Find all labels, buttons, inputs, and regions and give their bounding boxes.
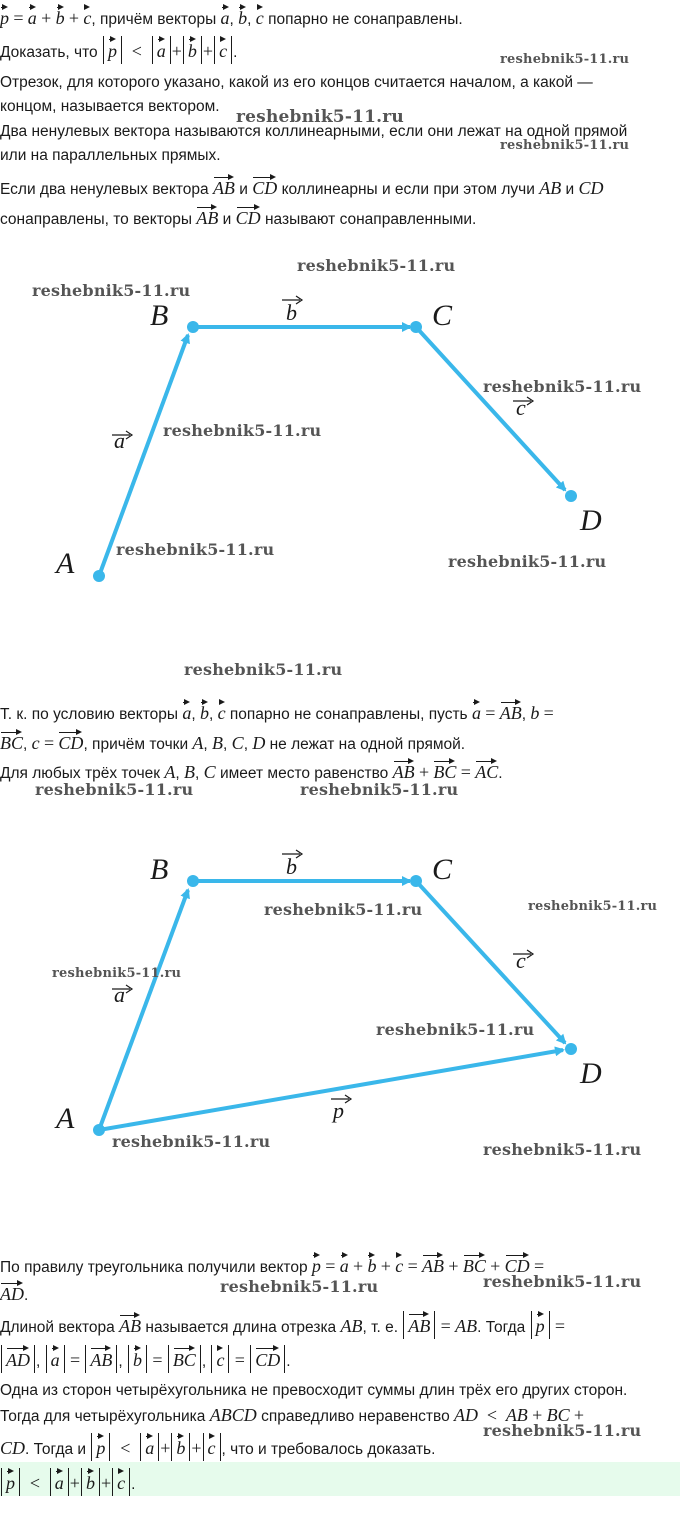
point-c [410, 321, 422, 333]
watermark: reshebnik5-11.ru [376, 1020, 535, 1039]
point-d [565, 1043, 577, 1055]
point-d [565, 490, 577, 502]
label-point-a: A [56, 1102, 75, 1135]
vector-p [99, 1050, 563, 1130]
watermark: reshebnik5-11.ru [35, 780, 194, 799]
watermark: reshebnik5-11.ru [32, 281, 191, 300]
problem-statement-line1: p = a + b + c, причём векторы a, b, c попарно не сонаправлены. [0, 4, 463, 30]
def-collinear-line1: Два ненулевых вектора называются коллинеарными, если они лежат на одной прямой [0, 123, 628, 140]
watermark: reshebnik5-11.ru [500, 52, 630, 67]
watermark: reshebnik5-11.ru [116, 540, 275, 559]
point-a [93, 1124, 105, 1136]
watermark: reshebnik5-11.ru [297, 256, 456, 275]
def-vector-line2: концом, называется вектором. [0, 98, 220, 115]
length-def-line1: Длиной вектора AB называется длина отрезка AB, т. е. AB = AB. Тогда p = [0, 1311, 565, 1339]
def-codirected-line2: сонаправлены, то векторы AB и CD называют сонаправленными. [0, 204, 476, 230]
watermark: reshebnik5-11.ru [112, 1132, 271, 1151]
watermark: reshebnik5-11.ru [300, 780, 459, 799]
watermark: reshebnik5-11.ru [483, 1140, 642, 1159]
label-point-c: C [432, 853, 453, 886]
watermark: reshebnik5-11.ru [163, 421, 322, 440]
label-point-a: A [56, 547, 75, 580]
vector-a [99, 890, 188, 1130]
watermark: reshebnik5-11.ru [483, 377, 642, 396]
label-vector-b: b [286, 854, 297, 879]
watermark: reshebnik5-11.ru [220, 1277, 379, 1296]
watermark: reshebnik5-11.ru [528, 899, 658, 914]
solution-line3: Для любых трёх точек A, B, C имеет место равенство AB + BC = AC. [0, 758, 503, 784]
watermark: reshebnik5-11.ru [236, 107, 404, 127]
solution-line1: Т. к. по условию векторы a, b, c попарно не сонаправлены, пусть a = AB, b = [0, 699, 554, 725]
label-vector-c: c [516, 395, 526, 420]
point-b [187, 321, 199, 333]
label-point-d: D [580, 504, 602, 537]
label-point-d: D [580, 1057, 602, 1090]
label-vector-b: b [286, 300, 297, 325]
label-vector-p: p [333, 1098, 344, 1123]
watermark: reshebnik5-11.ru [184, 660, 343, 679]
solution-line2: BC, c = CD, причём точки A, B, C, D не лежат на одной прямой. [0, 729, 465, 755]
answer-line: p < a + b + c . [0, 1468, 135, 1496]
def-collinear-line2: или на параллельных прямых. [0, 147, 221, 164]
watermark: reshebnik5-11.ru [264, 900, 423, 919]
def-codirected-line1: Если два ненулевых вектора AB и CD коллинеарны и если при этом лучи AB и CD [0, 174, 604, 200]
problem-statement-line2: Доказать, что p < a + b + c . [0, 36, 237, 64]
triangle-rule-line1: По правилу треугольника получили вектор p = a + b + c = AB + BC + CD = [0, 1252, 544, 1278]
watermark: reshebnik5-11.ru [500, 138, 630, 153]
def-vector-line1: Отрезок, для которого указано, какой из его концов считается началом, а какой — [0, 74, 593, 91]
watermark: reshebnik5-11.ru [483, 1272, 642, 1291]
point-a [93, 570, 105, 582]
vector-c [416, 327, 565, 490]
point-c [410, 875, 422, 887]
watermark: reshebnik5-11.ru [448, 552, 607, 571]
label-vector-c: c [516, 948, 526, 973]
length-def-line2: AD , a = AB , b = BC , c = CD . [0, 1345, 291, 1373]
label-point-b: B [150, 853, 169, 886]
label-point-c: C [432, 299, 453, 332]
quad-line3: CD. Тогда и p < a + b + c , что и требовалось доказать. [0, 1433, 435, 1461]
quad-line1: Одна из сторон четырёхугольника не превосходит суммы длин трёх его других сторон. [0, 1382, 628, 1399]
watermark: reshebnik5-11.ru [483, 1421, 642, 1440]
label-vector-a: a [114, 428, 125, 453]
watermark: reshebnik5-11.ru [52, 966, 182, 981]
label-point-b: B [150, 299, 169, 332]
quad-line2: Тогда для четырёхугольника ABCD справедливо неравенство AD < AB + BC + [0, 1405, 585, 1425]
triangle-rule-line2: AD. [0, 1280, 28, 1306]
point-b [187, 875, 199, 887]
label-vector-a: a [114, 982, 125, 1007]
